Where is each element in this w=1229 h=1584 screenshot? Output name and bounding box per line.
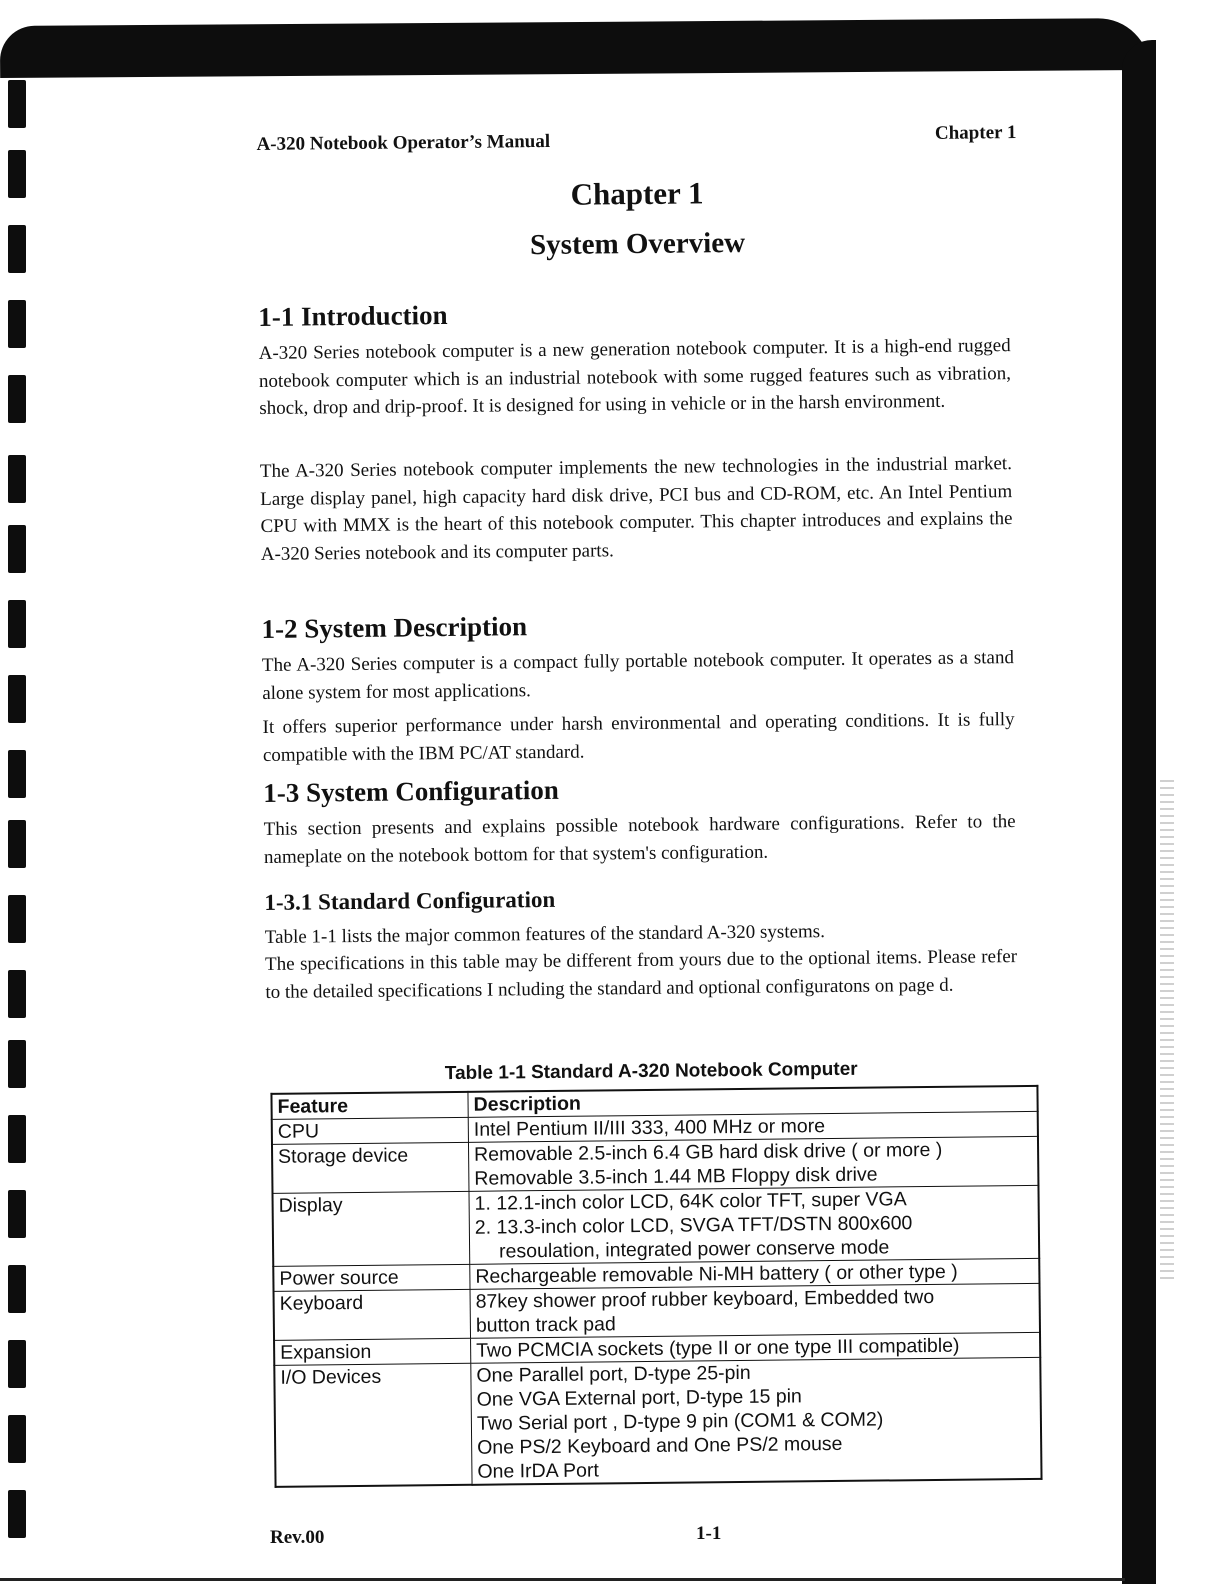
description-line: One VGA External port, D-type 15 pin (476, 1385, 802, 1411)
description-line: Removable 3.5-inch 1.44 MB Floppy disk drive (474, 1163, 878, 1190)
table-caption: Table 1-1 Standard A-320 Notebook Computer (444, 1058, 858, 1085)
description-line: One Parallel port, D-type 25-pin (476, 1361, 751, 1387)
description-line: One PS/2 Keyboard and One PS/2 mouse (477, 1432, 843, 1459)
binding-hole (8, 1340, 26, 1388)
scan-right-border (1122, 40, 1156, 1584)
description-cell (471, 1357, 1042, 1484)
description-paragraph-1: The A-320 Series computer is a compact fully portable notebook computer. It operates as a stand alone system for most applications. (261, 647, 1015, 704)
table-row (272, 1185, 1039, 1266)
binding-hole (8, 80, 26, 128)
description-line: 2. 13.3-inch color LCD, SVGA TFT/DSTN 800x600 (474, 1212, 913, 1239)
chapter-number: Chapter 1 (570, 175, 704, 212)
section-heading-system-configuration: 1-3 System Configuration (263, 774, 559, 808)
description-line: button track pad (475, 1313, 616, 1337)
binding-hole (8, 1490, 26, 1538)
description-line: Two Serial port , D-type 9 pin (COM1 & COM2) (476, 1408, 884, 1435)
binding-hole (8, 970, 26, 1018)
binding-hole (8, 375, 26, 423)
binding-hole (8, 675, 26, 723)
description-cell (469, 1185, 1039, 1264)
page-number: 1-1 (696, 1523, 722, 1544)
binding-hole (8, 600, 26, 648)
description-line: resoulation, integrated power conserve mode (499, 1236, 890, 1263)
standard-config-line: Table 1-1 lists the major common features of the standard A-320 systems. (264, 921, 826, 948)
feature-cell: Keyboard (274, 1289, 471, 1340)
description-line: Removable 2.5-inch 6.4 GB hard disk drive ( or more ) (473, 1138, 943, 1166)
chapter-title: System Overview (529, 226, 746, 262)
binding-hole (8, 895, 26, 943)
binding-hole (8, 150, 26, 198)
binding-hole (8, 525, 26, 573)
description-paragraph-2: It offers superior performance under harsh environmental and operating conditions. It is fully compatible with the IBM PC/AT standard. (262, 709, 1015, 766)
description-line: Rechargeable removable Ni-MH battery ( or other type ) (475, 1260, 958, 1288)
subsection-heading-standard-configuration: 1-3.1 Standard Configuration (264, 886, 556, 915)
table-row (274, 1357, 1041, 1487)
feature-cell: Expansion (274, 1338, 471, 1365)
description-line: 87key shower proof rubber keyboard, Embedded two (475, 1285, 935, 1313)
binding-hole (8, 455, 26, 503)
section-heading-system-description: 1-2 System Description (261, 611, 528, 644)
description-line: Two PCMCIA sockets (type II or one type III compatible) (476, 1334, 960, 1362)
description-cell (470, 1283, 1040, 1338)
description-line: Intel Pentium II/III 333, 400 MHz or more (473, 1115, 826, 1141)
feature-cell: Power source (273, 1264, 470, 1291)
binding-hole (8, 225, 26, 273)
binding-hole (8, 1415, 26, 1463)
binding-hole (8, 1115, 26, 1163)
description-line: One IrDA Port (477, 1459, 599, 1483)
binding-hole (8, 820, 26, 868)
running-header (256, 122, 1017, 155)
scan-bottom-border (0, 1578, 1125, 1581)
column-header-feature: Feature (271, 1092, 468, 1120)
table-body (272, 1111, 1042, 1487)
description-cell (468, 1136, 1038, 1191)
binding-hole (8, 750, 26, 798)
feature-cell: Display (272, 1191, 469, 1266)
scan-top-border (0, 18, 1150, 78)
intro-paragraph-1: A-320 Series notebook computer is a new generation notebook computer. It is a high-end rugged notebook computer which is an industrial notebook with some rugged features such as vibration, shock, drop and drip-proof. It is designed for using in vehicle or in the harsh environment. (258, 335, 1012, 419)
table-row (272, 1136, 1038, 1193)
column-header-description: Description (468, 1086, 1038, 1117)
description-line: 1. 12.1-inch color LCD, 64K color TFT, super VGA (474, 1188, 907, 1215)
binding-hole (8, 1265, 26, 1313)
revision-label: Rev.00 (270, 1527, 325, 1548)
intro-paragraph-2: The A-320 Series notebook computer implements the new technologies in the industrial market. Large display panel, high capacity hard disk drive, PCI bus and CD-ROM, etc. An Intel Pentium CPU with MMX is the heart of this notebook computer. This chapter introduces and explains the A-320 Series notebook and its computer parts. (259, 453, 1013, 565)
standard-config-paragraph: The specifications in this table may be different from yours due to the optional items. Please refer to the detailed specifications I ncluding the standard and optional configuratons on page d. (264, 946, 1018, 1003)
chapter-label: Chapter 1 (934, 122, 1017, 144)
configuration-paragraph: This section presents and explains possible notebook hardware configurations. Refer to the nameplate on the notebook bottom for that system's configuration. (263, 811, 1016, 868)
binding-hole (8, 1190, 26, 1238)
binding-hole (8, 300, 26, 348)
binding-hole (8, 1040, 26, 1088)
feature-cell: Storage device (272, 1142, 469, 1193)
section-heading-introduction: 1-1 Introduction (258, 300, 448, 332)
spec-table (270, 1085, 1042, 1488)
feature-cell: CPU (272, 1117, 469, 1144)
table-row (274, 1283, 1040, 1340)
manual-title: A-320 Notebook Operator’s Manual (256, 130, 551, 155)
scan-edge-noise (1160, 780, 1174, 1280)
feature-cell: I/O Devices (274, 1363, 472, 1487)
